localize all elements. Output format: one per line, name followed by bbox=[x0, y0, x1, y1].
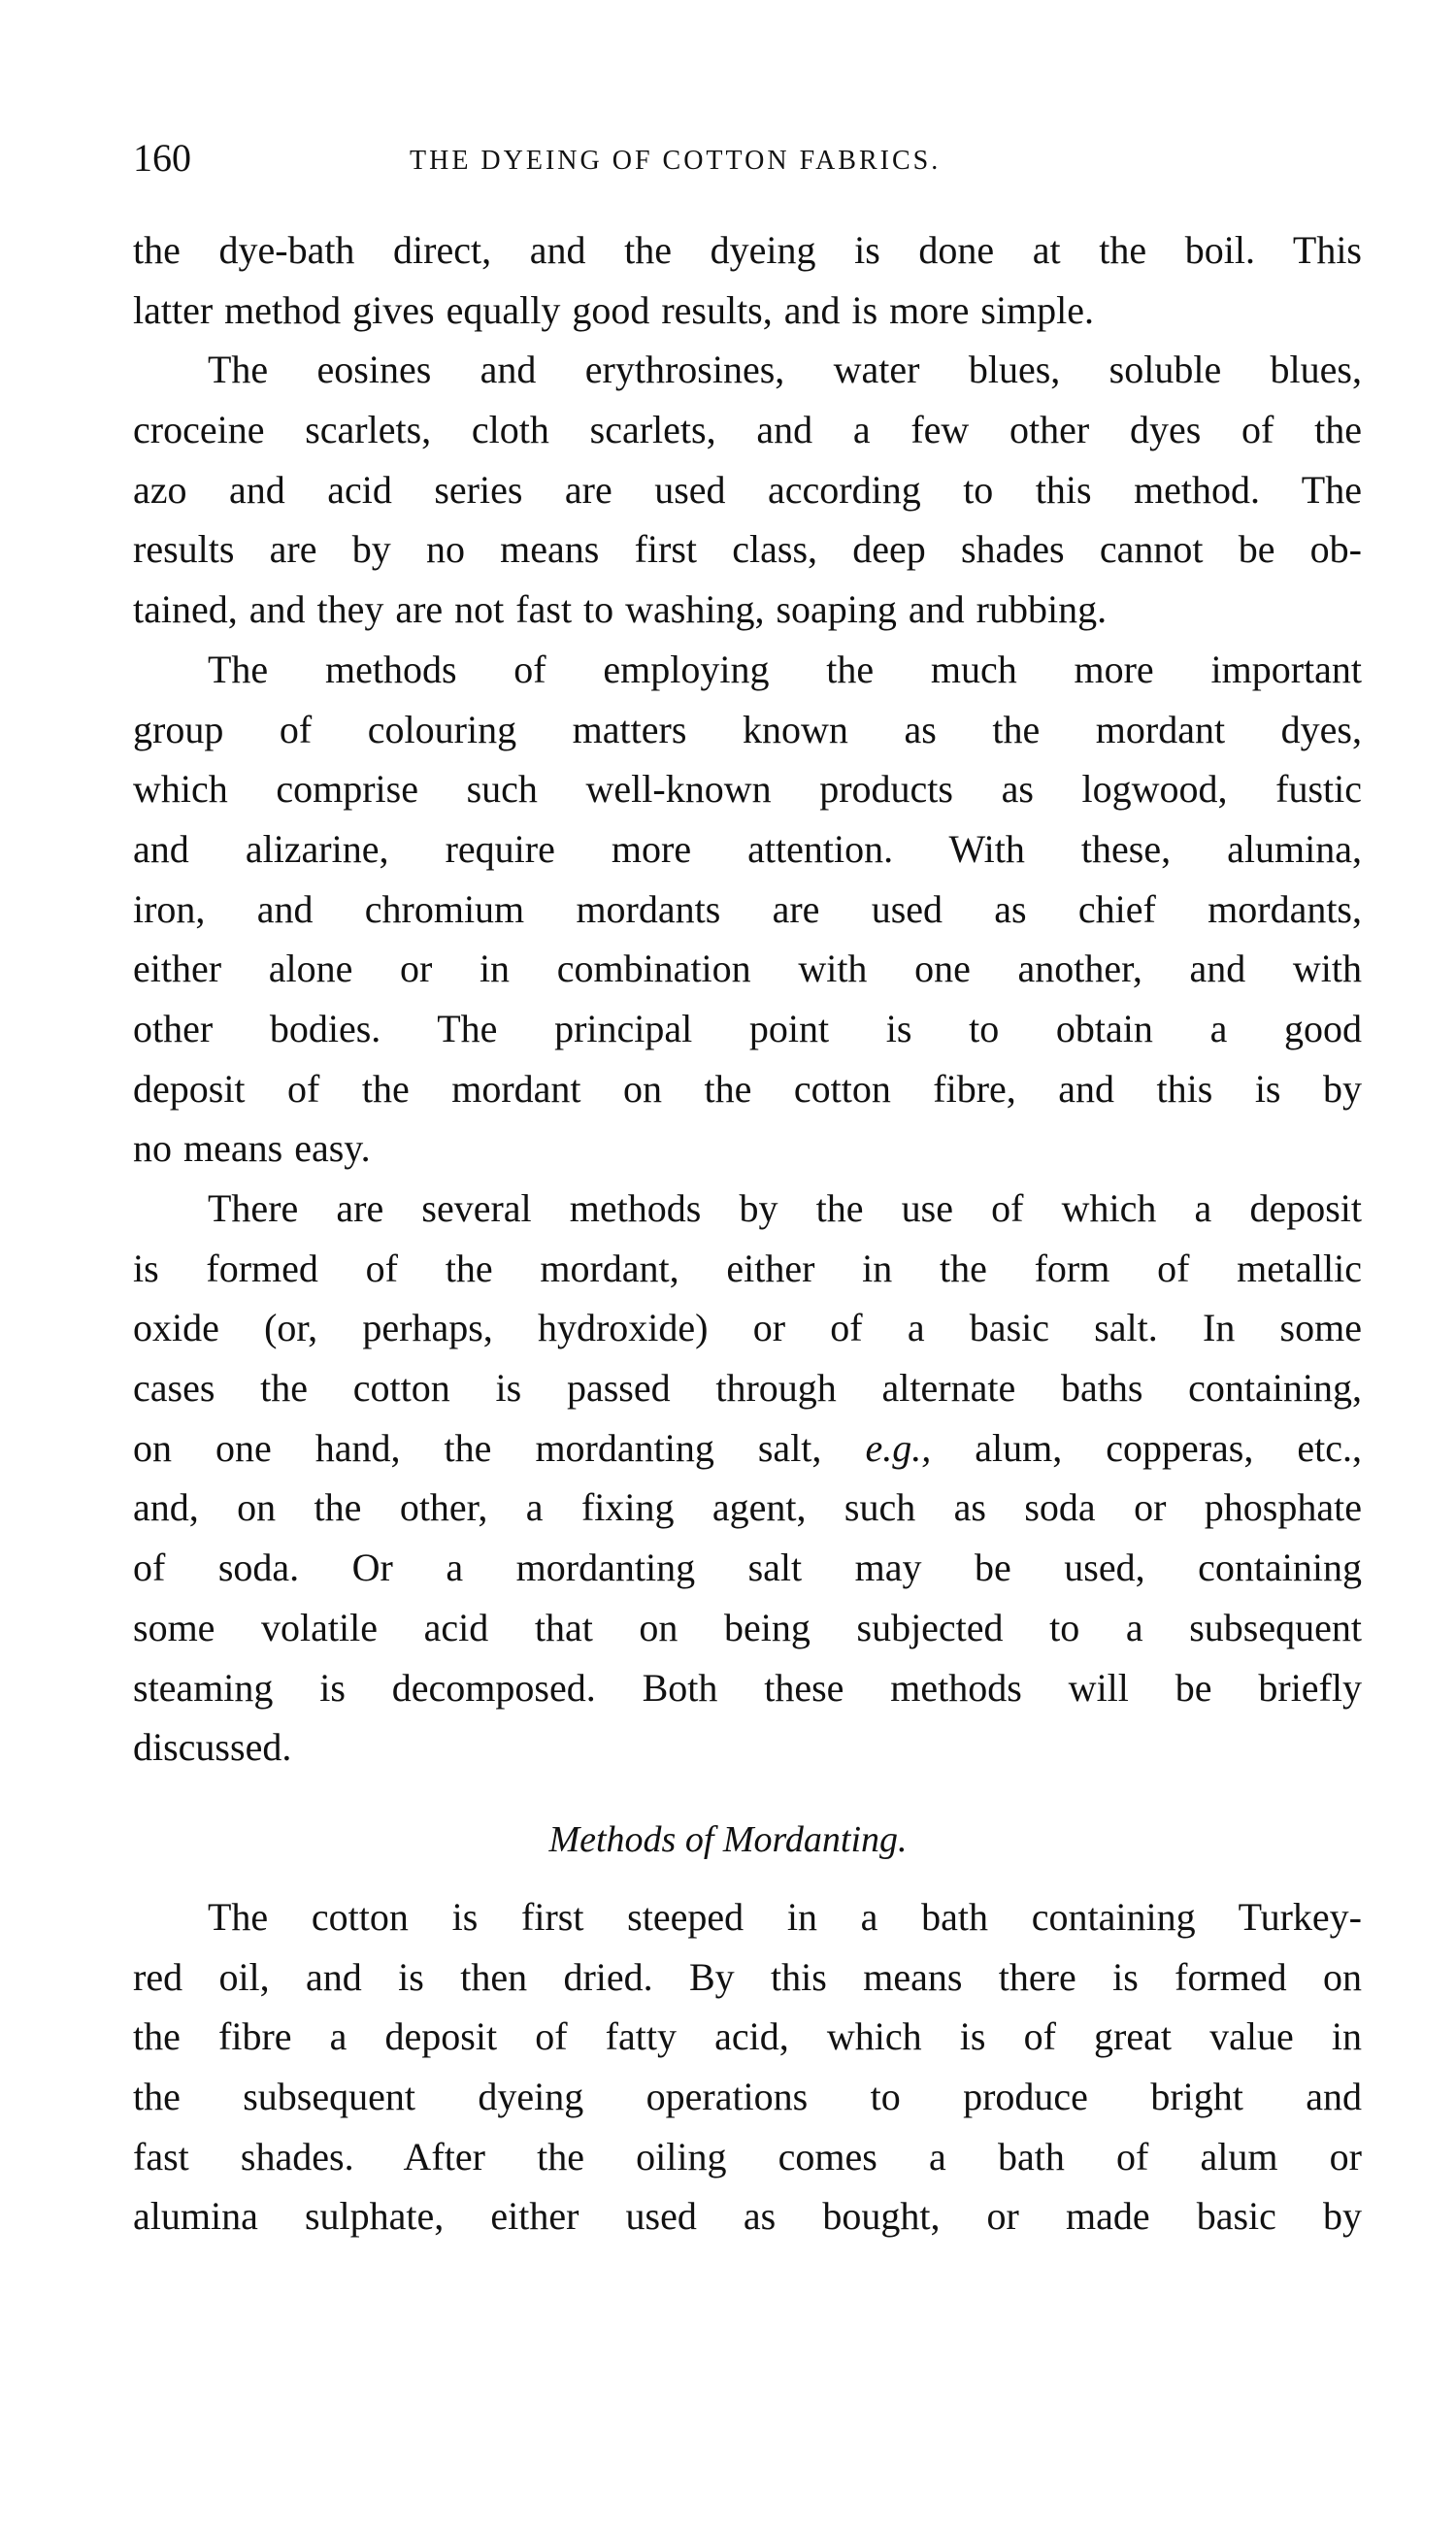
running-head bbox=[133, 134, 1362, 183]
text-line: and alizarine, require more attention. With these, alumina, bbox=[133, 826, 1362, 871]
text-line: tained, and they are not fast to washing, soaping and rubbing. bbox=[133, 587, 1108, 632]
text-segment: alum, copperas, etc., bbox=[931, 1425, 1362, 1470]
text-line: which comprise such well-known products as logwood, fustic bbox=[133, 767, 1362, 812]
text-line: azo and acid series are used according to this method. The bbox=[133, 467, 1362, 512]
text-segment: on one hand, the mordanting salt, bbox=[133, 1425, 866, 1470]
running-title: THE DYEING OF COTTON FABRICS. bbox=[410, 146, 942, 176]
text-line: fast shades. After the oiling comes a bath of alum or bbox=[133, 2134, 1362, 2179]
text-line: discussed. bbox=[133, 1725, 292, 1770]
text-line: There are several methods by the use of which a deposit bbox=[208, 1186, 1362, 1230]
text-line: no means easy. bbox=[133, 1126, 371, 1171]
text-line: The cotton is first steeped in a bath containing Turkey- bbox=[208, 1895, 1362, 1939]
body-text-block-1 bbox=[133, 220, 1362, 1778]
text-line: and, on the other, a fixing agent, such as soda or phosphate bbox=[133, 1485, 1362, 1530]
text-line: The methods of employing the much more important bbox=[208, 647, 1362, 691]
section-heading: Methods of Mordanting. bbox=[548, 1819, 908, 1860]
text-line: steaming is decomposed. Both these methods will be briefly bbox=[133, 1665, 1362, 1710]
text-line: red oil, and is then dried. By this means there is formed on bbox=[133, 1954, 1362, 1999]
body-text-block-2 bbox=[133, 1887, 1362, 2246]
text-line: The eosines and erythrosines, water blues, soluble blues, bbox=[208, 348, 1362, 392]
text-line: is formed of the mordant, either in the form of metallic bbox=[133, 1246, 1362, 1290]
text-line: other bodies. The principal point is to obtain a good bbox=[133, 1006, 1362, 1050]
text-line: either alone or in combination with one another, and with bbox=[133, 947, 1362, 991]
text-line: results are by no means first class, deep shades cannot be ob- bbox=[133, 527, 1362, 572]
text-line: oxide (or, perhaps, hydroxide) or of a basic salt. In some bbox=[133, 1306, 1362, 1350]
text-line: deposit of the mordant on the cotton fibre, and this is by bbox=[133, 1066, 1362, 1111]
text-line: croceine scarlets, cloth scarlets, and a few other dyes of the bbox=[133, 408, 1362, 452]
page-number: 160 bbox=[133, 136, 191, 180]
text-line: group of colouring matters known as the mordant dyes, bbox=[133, 707, 1362, 751]
text-line: the subsequent dyeing operations to produce bright and bbox=[133, 2075, 1362, 2119]
text-line: cases the cotton is passed through alternate baths containing, bbox=[133, 1366, 1362, 1411]
text-line bbox=[133, 1418, 1362, 1479]
text-line: latter method gives equally good results, and is more simple. bbox=[133, 287, 1095, 332]
text-line: the fibre a deposit of fatty acid, which is of great value in bbox=[133, 2014, 1362, 2059]
text-line: the dye-bath direct, and the dyeing is done at the boil. This bbox=[133, 228, 1362, 272]
text-line: some volatile acid that on being subjected to a subsequent bbox=[133, 1605, 1362, 1649]
text-line: iron, and chromium mordants are used as chief mordants, bbox=[133, 886, 1362, 931]
text-line: alumina sulphate, either used as bought, or made basic by bbox=[133, 2194, 1362, 2239]
italic-abbreviation: e.g., bbox=[865, 1425, 932, 1470]
text-line: of soda. Or a mordanting salt may be used, containing bbox=[133, 1546, 1362, 1590]
